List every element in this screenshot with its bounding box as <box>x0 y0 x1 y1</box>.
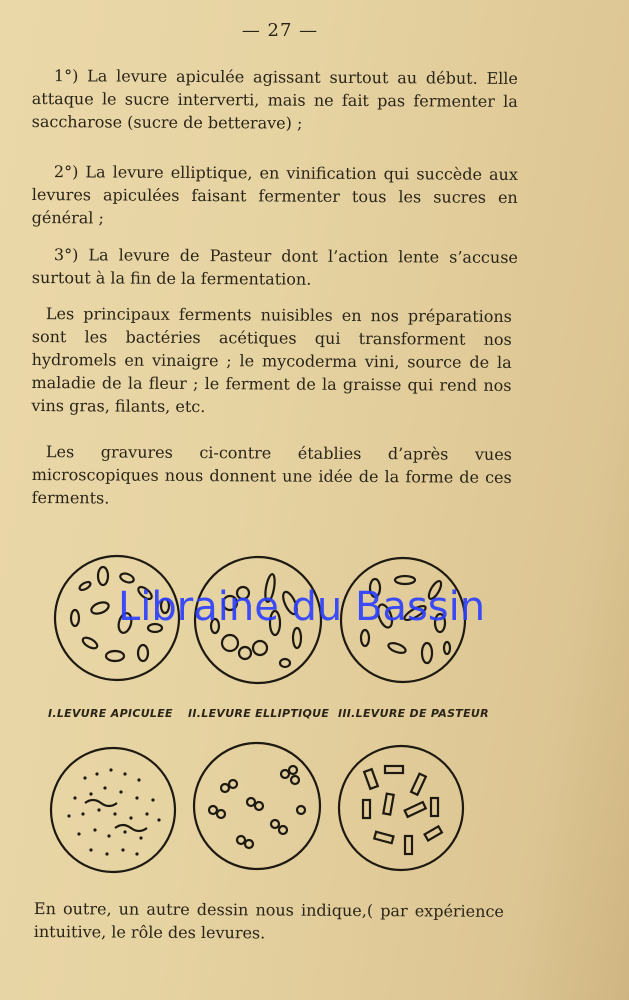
watermark: Libraine du Bassin <box>118 584 486 630</box>
paragraph-levure-apiculee: 1°) La levure apiculée agissant surtout au début. Elle attaque le sucre interverti, mais ne fait pas fermenter la saccharose (sucre de betterave) ; <box>31 66 518 133</box>
paragraph-ferments-nuisibles: Les principaux ferments nuisibles en nos préparations sont les bactéries acétiques qui transforment nos hydromels en vinaigre ; le mycoderma vini, source de la maladie de la fleur ; le ferment de la graisse qui rend nos vins gras, filants, etc. <box>31 304 512 417</box>
page-number: — 27 — <box>241 20 319 41</box>
paragraph-levure-elliptique: 2°) La levure elliptique, en vinification qui succède aux levures apiculées faisant fermenter tous les sucres en général ; <box>31 162 518 228</box>
micro-circle-bottom-3 <box>339 746 463 870</box>
micro-circle-bottom-1 <box>51 748 175 872</box>
micro-circle-bottom-2 <box>194 743 320 869</box>
caption-levure-pasteur: III.LEVURE DE PASTEUR <box>338 707 489 720</box>
paragraph-en-outre: En outre, un autre dessin nous indique,( par expérience intuitive, le rôle des levures. <box>33 898 504 943</box>
caption-levure-elliptique: II.LEVURE ELLIPTIQUE <box>188 707 330 720</box>
paragraph-gravures: Les gravures ci-contre établies d’après vues microscopiques nous donnent une idée de la forme de ces ferments. <box>31 442 512 508</box>
paragraph-levure-pasteur: 3°) La levure de Pasteur dont l’action lente s’accuse surtout à la fin de la fermentation. <box>31 245 518 289</box>
caption-levure-apiculee: I.LEVURE APICULEE <box>48 707 173 720</box>
